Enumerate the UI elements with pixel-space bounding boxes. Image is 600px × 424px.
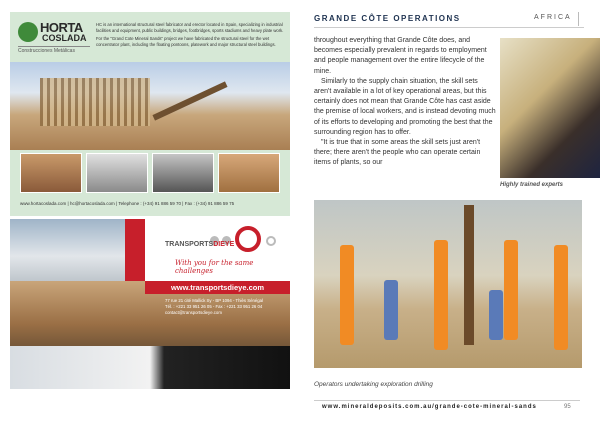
photo-caption: Operators undertaking exploration drilling [314, 381, 433, 388]
logo-tagline: Construcciones Metálicas [18, 46, 90, 54]
transports-logo [165, 241, 234, 248]
paragraph: Similarly to the supply chain situation, the skill sets aren't available in a lot of key operational areas, but this certainly does not mean that Grande Côte has cast aside the premise of local workers, and is instead devoting much of its efforts to developing and promoting the best that the surrounding region has to offer. [314, 77, 496, 136]
plant-photo [10, 62, 290, 150]
thumbnail [218, 153, 280, 193]
brand-1: TRANSPORTS [165, 241, 214, 248]
horta-coslada-ad [10, 12, 290, 216]
divider [578, 12, 579, 26]
photo-caption: Highly trained experts [500, 182, 564, 188]
section-label: AFRICA [534, 14, 572, 21]
logo-mark-icon [18, 22, 38, 42]
thumbnail [20, 153, 82, 193]
ad-contact: www.hortacoslada.com | hc@hortacoslada.com | Telephone : (+34) 91 886 59 70 | Fax : (+34) 91 886 59 75 [20, 201, 235, 206]
thumbnail-strip [20, 153, 280, 193]
drill-rig [464, 205, 474, 345]
worker [434, 240, 448, 350]
logo-name: HORTA [40, 20, 83, 35]
transports-dieye-ad [10, 219, 290, 389]
worker [340, 245, 354, 345]
ad-url[interactable]: www.transportsdieye.com [145, 281, 290, 294]
truck-fleet [10, 346, 290, 389]
worker [554, 245, 568, 350]
ad-text-1: HC is an international structural steel fabricator and erector located in Spain, specializing in industrial facilities and equipment, public buildings, bridges, footbridges, sports stadiums and heavy plate work. [96, 22, 284, 33]
page-footer [314, 400, 580, 414]
red-band [125, 219, 145, 281]
worker [489, 290, 503, 340]
power-logo-icon [235, 226, 261, 252]
experts-photo [500, 38, 600, 178]
paragraph: "It is true that in some areas the skill sets just aren't there; there aren't the people who can operate certain items of plants, so our [314, 139, 481, 167]
brand-2: DIEYE [213, 241, 235, 248]
conveyor [152, 81, 227, 120]
horta-logo [18, 20, 90, 56]
page-header [314, 12, 584, 28]
address: 77 rue 21 cité Mallick Sy - BP 1094 - Thiès Sénégal [165, 298, 264, 303]
logo-name-2: COSLADA [42, 33, 87, 43]
ad-description [96, 22, 286, 50]
thumbnail [152, 153, 214, 193]
article-body [314, 36, 496, 169]
worker [384, 280, 398, 340]
page-title: GRANDE CÔTE OPERATIONS [314, 14, 461, 23]
worker [504, 240, 518, 340]
thumbnail [86, 153, 148, 193]
ad-text-2: For the "Grand Cote Mineral Sands" project we have fabricated the structural steel for the wet concentrator plant, including the floating pontoons, platework and major structural steel buildings. [96, 36, 276, 47]
phone: Tél. : +221 33 951 26 05 - Fax : +221 33 951 26 04 [165, 304, 263, 309]
building-photo [10, 219, 125, 281]
ring-icon [266, 236, 276, 246]
plant-structure [40, 78, 150, 126]
ad-address [165, 298, 263, 316]
paragraph: throughout everything that Grande Côte does, and becomes especially prevalent in regards to employment and people management over the entire lifecycle of the mine. [314, 37, 487, 75]
drilling-photo [314, 200, 582, 368]
footer-url[interactable]: www.mineraldeposits.com.au/grande-cote-mineral-sands [322, 404, 537, 410]
page-number: 95 [564, 404, 571, 410]
slogan: With you for the same challenges [175, 259, 254, 275]
email: contact@transportsdieye.com [165, 310, 222, 315]
